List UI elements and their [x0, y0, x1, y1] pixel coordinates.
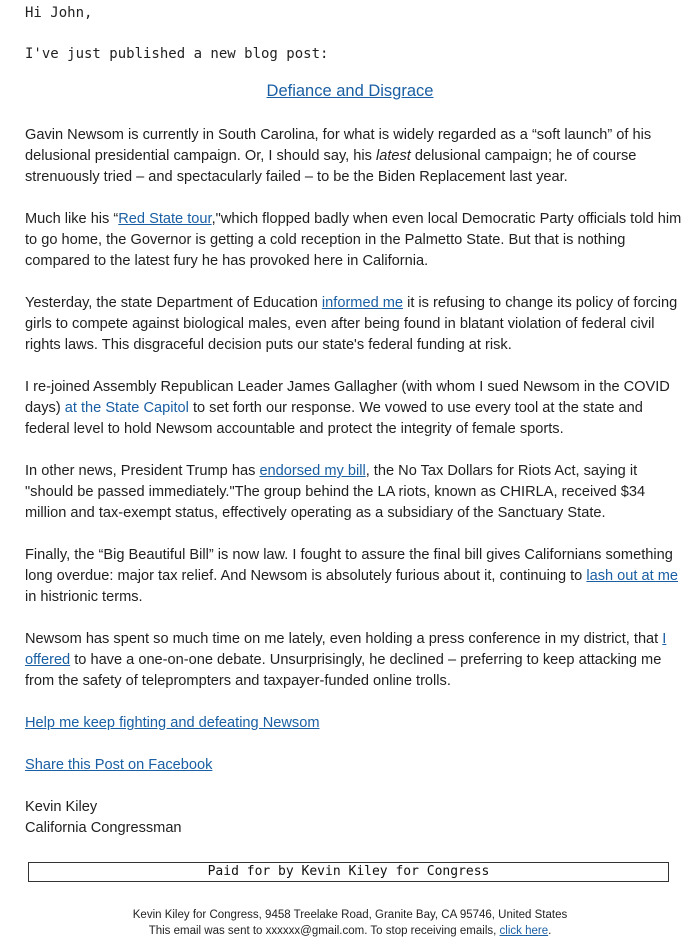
signature-title: California Congressman — [25, 820, 182, 836]
paragraph-text: Newsom has spent so much time on me lately, even holding a press conference in my district, that — [25, 631, 663, 647]
signature-name: Kevin Kiley — [25, 799, 98, 815]
i-offered-link[interactable]: I offered — [25, 631, 667, 668]
state-capitol-link[interactable]: at the State Capitol — [64, 400, 189, 416]
paragraph-text: Gavin Newsom is currently in South Carolina, for what is widely regarded as a “soft launch” of his delusional presidential campaign. Or, I should say, his — [25, 127, 652, 164]
paragraph-7 — [25, 629, 685, 692]
red-state-tour-link[interactable]: Red State tour — [118, 211, 212, 227]
paragraph-text: ,"which flopped badly when even local Democratic Party officials told him to go home, the Governor is getting a cold reception in the Palmetto State. But that is nothing compared to the latest fury he has provoked here in California. — [25, 211, 682, 269]
informed-me-link[interactable]: informed me — [321, 295, 404, 311]
paragraph-2 — [25, 209, 685, 272]
paragraph-text: , the No Tax Dollars for Riots Act, saying it "should be passed immediately."The group behind the LA riots, known as CHIRLA, received $34 million and tax-exempt status, effectively operating as a subsidiary of the Sanctuary State. — [25, 463, 646, 521]
paragraph-text: to set forth our response. We vowed to use every tool at the state and federal level to hold Newsom accountable and protect the integrity of female sports. — [25, 400, 643, 437]
footer-text: . — [548, 925, 552, 937]
share-facebook-link[interactable]: Share this Post on Facebook — [25, 757, 213, 773]
paragraph-6 — [25, 545, 685, 608]
footer-address: Kevin Kiley for Congress, 9458 Treelake Road, Granite Bay, CA 95746, United States — [132, 909, 568, 921]
lash-out-link[interactable]: lash out at me — [586, 568, 679, 584]
paragraph-5 — [25, 461, 685, 524]
greeting: Hi John, — [25, 5, 93, 21]
email-footer — [0, 907, 700, 939]
post-title-container — [25, 81, 675, 102]
intro-text: I've just published a new blog post: — [25, 46, 329, 62]
footer-unsubscribe-line — [0, 923, 700, 939]
endorsed-my-bill-link[interactable]: endorsed my bill — [259, 463, 366, 479]
paragraph-text: Finally, the “Big Beautiful Bill” is now law. I fought to assure the final bill gives Californians something long overdue: major tax relief. And Newsom is absolutely furious about it, continuing to — [25, 547, 673, 584]
unsubscribe-link[interactable]: click here — [499, 925, 549, 937]
paragraph-text: delusional campaign; he of course strenuously tried – and spectacularly failed – to be the Biden Replacement last year. — [25, 148, 637, 185]
donate-link[interactable]: Help me keep fighting and defeating Newsom — [25, 715, 320, 731]
paid-for-disclaimer: Paid for by Kevin Kiley for Congress — [28, 862, 669, 882]
paragraph-text: in histrionic terms. — [25, 589, 143, 605]
share-paragraph — [25, 755, 685, 776]
paragraph-4 — [25, 377, 685, 440]
emphasis-text: latest — [375, 148, 411, 164]
post-title-link[interactable]: Defiance and Disgrace — [266, 82, 434, 100]
paragraph-text: to have a one-on-one debate. Unsurprisingly, he declined – preferring to keep attacking me from the safety of teleprompters and taxpayer-funded online trolls. — [25, 652, 662, 689]
paragraph-text: it is refusing to change its policy of forcing girls to compete against biological males, even after being found in blatant violation of federal civil rights laws. This disgraceful decision puts our state's federal funding at risk. — [25, 295, 678, 353]
cta-paragraph — [25, 713, 685, 734]
paragraph-3 — [25, 293, 685, 356]
paragraph-1 — [25, 125, 685, 188]
paragraph-text: Yesterday, the state Department of Education — [25, 295, 322, 311]
footer-text: This email was sent to xxxxxx@gmail.com. To stop receiving emails, — [148, 925, 500, 937]
paragraph-text: Much like his “ — [25, 211, 119, 227]
paragraph-text: I re-joined Assembly Republican Leader James Gallagher (with whom I sued Newsom in the COVID days) — [25, 379, 670, 416]
paragraph-text: In other news, President Trump has — [25, 463, 260, 479]
